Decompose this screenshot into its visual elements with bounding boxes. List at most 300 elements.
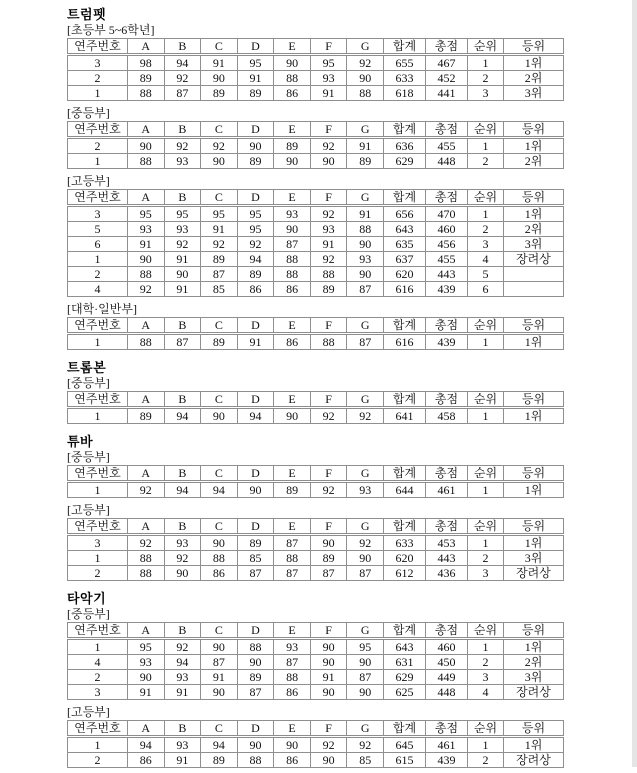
score-cell: 629 [384, 670, 426, 685]
column-header: F [310, 623, 347, 639]
score-cell: 3위 [503, 551, 563, 566]
score-cell: 450 [426, 655, 468, 670]
score-table-body [68, 737, 564, 768]
score-cell: 90 [347, 655, 384, 670]
score-cell: 3위 [503, 86, 563, 101]
score-table [67, 189, 564, 297]
division-group [67, 503, 564, 581]
column-header: 순위 [467, 39, 503, 55]
score-cell: 95 [127, 206, 164, 222]
score-table-head [68, 122, 564, 138]
header-row [68, 318, 564, 334]
score-cell: 91 [164, 282, 201, 297]
score-cell: 91 [201, 55, 238, 71]
column-header: 등위 [503, 122, 563, 138]
score-cell: 2 [467, 655, 503, 670]
column-header: 순위 [467, 392, 503, 408]
score-cell: 443 [426, 551, 468, 566]
score-cell: 620 [384, 267, 426, 282]
score-cell: 2 [68, 566, 128, 581]
score-cell: 439 [426, 282, 468, 297]
score-cell: 87 [310, 566, 347, 581]
column-header: 합계 [384, 190, 426, 206]
score-cell: 95 [237, 55, 274, 71]
column-header: F [310, 721, 347, 737]
score-row [68, 408, 564, 424]
column-header: B [164, 122, 201, 138]
score-cell: 448 [426, 685, 468, 700]
score-cell: 2 [68, 71, 128, 86]
header-row [68, 623, 564, 639]
score-cell: 90 [310, 154, 347, 169]
score-cell: 1위 [503, 138, 563, 154]
score-cell: 629 [384, 154, 426, 169]
score-cell: 92 [310, 482, 347, 498]
score-table-body [68, 334, 564, 350]
score-row [68, 267, 564, 282]
score-cell: 6 [68, 237, 128, 252]
score-cell: 86 [274, 753, 311, 768]
score-cell: 5 [467, 267, 503, 282]
column-header: 총점 [426, 623, 468, 639]
score-cell: 87 [237, 685, 274, 700]
column-header: 순위 [467, 318, 503, 334]
score-row [68, 222, 564, 237]
column-header: A [127, 122, 164, 138]
score-cell: 3 [68, 55, 128, 71]
score-cell: 460 [426, 639, 468, 655]
score-cell: 98 [127, 55, 164, 71]
score-cell: 1 [467, 737, 503, 753]
score-table [67, 317, 564, 350]
score-cell [503, 267, 563, 282]
column-header: G [347, 190, 384, 206]
score-cell: 2위 [503, 222, 563, 237]
column-header: 합계 [384, 392, 426, 408]
score-cell: 89 [274, 482, 311, 498]
column-header: D [237, 392, 274, 408]
score-cell: 3 [467, 670, 503, 685]
score-cell: 85 [237, 551, 274, 566]
score-cell: 1 [467, 535, 503, 551]
column-header: B [164, 721, 201, 737]
score-cell: 89 [127, 71, 164, 86]
column-header: D [237, 519, 274, 535]
score-cell: 89 [237, 267, 274, 282]
column-header: 등위 [503, 392, 563, 408]
score-cell: 91 [127, 685, 164, 700]
score-cell: 2 [68, 267, 128, 282]
column-header: D [237, 318, 274, 334]
score-table [67, 622, 564, 700]
score-cell: 90 [127, 138, 164, 154]
score-cell: 92 [164, 639, 201, 655]
column-header: B [164, 318, 201, 334]
score-cell: 장려상 [503, 252, 563, 267]
score-cell: 93 [347, 252, 384, 267]
score-row [68, 252, 564, 267]
score-cell: 439 [426, 753, 468, 768]
division-group [67, 376, 564, 424]
score-cell: 1 [467, 482, 503, 498]
column-header: F [310, 39, 347, 55]
score-cell: 644 [384, 482, 426, 498]
column-header: G [347, 466, 384, 482]
score-cell: 87 [274, 535, 311, 551]
column-header: 등위 [503, 39, 563, 55]
score-cell: 92 [347, 55, 384, 71]
score-cell: 461 [426, 482, 468, 498]
score-cell: 88 [127, 551, 164, 566]
score-cell: 93 [164, 737, 201, 753]
score-cell [503, 282, 563, 297]
score-cell: 95 [201, 206, 238, 222]
header-row [68, 466, 564, 482]
column-header: C [201, 466, 238, 482]
score-cell: 2위 [503, 71, 563, 86]
column-header: A [127, 190, 164, 206]
score-cell: 3위 [503, 237, 563, 252]
column-header: F [310, 519, 347, 535]
score-cell: 1 [68, 154, 128, 169]
column-header: E [274, 519, 311, 535]
column-header: D [237, 39, 274, 55]
column-header: D [237, 466, 274, 482]
column-header: 합계 [384, 318, 426, 334]
score-cell: 90 [164, 566, 201, 581]
score-cell: 1 [68, 551, 128, 566]
score-cell: 456 [426, 237, 468, 252]
score-cell: 2 [68, 753, 128, 768]
score-cell: 88 [274, 71, 311, 86]
score-row [68, 670, 564, 685]
score-cell: 88 [127, 267, 164, 282]
score-cell: 633 [384, 71, 426, 86]
score-cell: 1 [467, 138, 503, 154]
score-cell: 655 [384, 55, 426, 71]
column-header: F [310, 318, 347, 334]
score-cell: 95 [310, 55, 347, 71]
score-table-body [68, 408, 564, 424]
score-cell: 88 [274, 551, 311, 566]
score-cell: 612 [384, 566, 426, 581]
score-cell: 93 [310, 71, 347, 86]
score-cell: 92 [310, 138, 347, 154]
score-cell: 88 [237, 753, 274, 768]
score-cell: 90 [310, 535, 347, 551]
instrument-title: 타악기 [67, 591, 107, 606]
score-cell: 91 [237, 334, 274, 350]
score-cell: 88 [127, 154, 164, 169]
score-cell: 1 [68, 86, 128, 101]
column-header: 등위 [503, 623, 563, 639]
score-table-head [68, 392, 564, 408]
score-cell: 90 [274, 55, 311, 71]
score-cell: 460 [426, 222, 468, 237]
score-cell: 88 [274, 670, 311, 685]
score-cell: 90 [201, 685, 238, 700]
column-header: 합계 [384, 39, 426, 55]
score-table [67, 391, 564, 424]
score-row [68, 551, 564, 566]
score-cell: 1 [68, 639, 128, 655]
division-label: [고등부] [67, 705, 110, 719]
column-header: 순위 [467, 466, 503, 482]
score-cell: 625 [384, 685, 426, 700]
score-cell: 1위 [503, 639, 563, 655]
score-cell: 2위 [503, 154, 563, 169]
score-row [68, 138, 564, 154]
document-page [67, 8, 564, 773]
column-header: 연주번호 [68, 190, 128, 206]
score-cell: 90 [164, 267, 201, 282]
score-cell: 4 [68, 282, 128, 297]
score-cell: 1위 [503, 408, 563, 424]
score-cell: 90 [274, 154, 311, 169]
score-table [67, 121, 564, 169]
score-cell: 93 [164, 535, 201, 551]
score-cell: 91 [127, 237, 164, 252]
column-header: B [164, 39, 201, 55]
score-cell: 93 [164, 154, 201, 169]
score-cell: 90 [274, 408, 311, 424]
score-cell: 93 [164, 222, 201, 237]
score-cell: 90 [274, 737, 311, 753]
score-row [68, 655, 564, 670]
score-cell: 89 [237, 670, 274, 685]
column-header: 합계 [384, 122, 426, 138]
score-cell: 1 [68, 252, 128, 267]
score-table-body [68, 482, 564, 498]
score-cell: 87 [347, 282, 384, 297]
score-row [68, 86, 564, 101]
score-cell: 90 [237, 737, 274, 753]
score-cell: 89 [310, 551, 347, 566]
score-cell: 3위 [503, 670, 563, 685]
column-header: B [164, 190, 201, 206]
score-cell: 93 [274, 639, 311, 655]
score-cell: 93 [310, 222, 347, 237]
score-cell: 91 [201, 222, 238, 237]
column-header: 총점 [426, 39, 468, 55]
score-cell: 90 [201, 408, 238, 424]
score-cell: 89 [347, 154, 384, 169]
header-row [68, 392, 564, 408]
column-header: E [274, 623, 311, 639]
column-header: B [164, 466, 201, 482]
score-cell: 1 [467, 206, 503, 222]
score-table-head [68, 623, 564, 639]
instrument-title: 트럼펫 [67, 7, 107, 22]
score-row [68, 535, 564, 551]
column-header: G [347, 519, 384, 535]
score-cell: 90 [201, 639, 238, 655]
division-label: [고등부] [67, 174, 110, 188]
column-header: G [347, 318, 384, 334]
score-cell: 1위 [503, 535, 563, 551]
score-cell: 90 [347, 267, 384, 282]
score-cell: 92 [201, 138, 238, 154]
score-cell: 1위 [503, 55, 563, 71]
score-row [68, 566, 564, 581]
column-header: 총점 [426, 466, 468, 482]
column-header: C [201, 623, 238, 639]
instrument-title: 트롬본 [67, 360, 107, 375]
score-cell: 441 [426, 86, 468, 101]
score-cell: 87 [347, 670, 384, 685]
score-cell: 90 [347, 237, 384, 252]
score-cell: 86 [274, 86, 311, 101]
column-header: 연주번호 [68, 721, 128, 737]
score-table-head [68, 721, 564, 737]
score-cell: 2 [467, 222, 503, 237]
score-cell: 1위 [503, 206, 563, 222]
column-header: 연주번호 [68, 39, 128, 55]
instrument-title: 튜바 [67, 434, 94, 449]
score-row [68, 154, 564, 169]
score-cell: 86 [201, 566, 238, 581]
score-table-body [68, 639, 564, 700]
column-header: 연주번호 [68, 392, 128, 408]
score-cell: 88 [310, 334, 347, 350]
division-group [67, 705, 564, 768]
score-cell: 88 [347, 222, 384, 237]
header-row [68, 519, 564, 535]
column-header: G [347, 623, 384, 639]
column-header: 합계 [384, 519, 426, 535]
score-cell: 89 [310, 282, 347, 297]
score-cell: 616 [384, 334, 426, 350]
score-row [68, 55, 564, 71]
score-cell: 90 [237, 655, 274, 670]
column-header: 등위 [503, 519, 563, 535]
column-header: C [201, 721, 238, 737]
score-cell: 2 [467, 551, 503, 566]
score-cell: 92 [164, 71, 201, 86]
score-cell: 631 [384, 655, 426, 670]
score-cell: 91 [164, 753, 201, 768]
column-header: G [347, 122, 384, 138]
page-right-edge [632, 0, 637, 767]
column-header: B [164, 392, 201, 408]
score-cell: 94 [237, 408, 274, 424]
instrument-section [67, 435, 564, 581]
column-header: C [201, 519, 238, 535]
division-label: [중등부] [67, 106, 110, 120]
column-header: D [237, 623, 274, 639]
score-cell: 1 [68, 334, 128, 350]
column-header: G [347, 721, 384, 737]
score-cell: 87 [164, 86, 201, 101]
score-cell: 635 [384, 237, 426, 252]
score-cell: 88 [274, 267, 311, 282]
score-cell: 89 [237, 86, 274, 101]
score-cell: 92 [164, 237, 201, 252]
score-cell: 95 [347, 639, 384, 655]
header-row [68, 39, 564, 55]
score-cell: 92 [127, 482, 164, 498]
score-row [68, 639, 564, 655]
score-cell: 2위 [503, 655, 563, 670]
score-cell: 92 [347, 535, 384, 551]
column-header: E [274, 122, 311, 138]
score-cell: 95 [164, 206, 201, 222]
score-cell: 94 [164, 408, 201, 424]
column-header: C [201, 190, 238, 206]
column-header: A [127, 466, 164, 482]
score-cell: 90 [201, 71, 238, 86]
score-table [67, 465, 564, 498]
score-cell: 1위 [503, 482, 563, 498]
score-row [68, 206, 564, 222]
score-cell: 88 [127, 566, 164, 581]
score-cell: 443 [426, 267, 468, 282]
division-label: [고등부] [67, 503, 110, 517]
score-cell: 3 [68, 206, 128, 222]
score-cell: 4 [467, 685, 503, 700]
score-cell: 1위 [503, 334, 563, 350]
score-cell: 93 [274, 206, 311, 222]
score-table-body [68, 55, 564, 101]
column-header: F [310, 122, 347, 138]
column-header: 연주번호 [68, 466, 128, 482]
score-cell: 89 [127, 408, 164, 424]
score-cell: 94 [201, 737, 238, 753]
division-group [67, 302, 564, 350]
score-cell: 436 [426, 566, 468, 581]
score-cell: 90 [347, 551, 384, 566]
score-table [67, 38, 564, 101]
score-cell: 90 [310, 685, 347, 700]
score-cell: 1 [467, 55, 503, 71]
column-header: A [127, 623, 164, 639]
instrument-section [67, 592, 564, 768]
score-cell: 91 [310, 670, 347, 685]
score-cell: 1 [68, 408, 128, 424]
column-header: F [310, 190, 347, 206]
score-cell: 643 [384, 639, 426, 655]
header-row [68, 190, 564, 206]
column-header: 합계 [384, 721, 426, 737]
score-cell: 1위 [503, 737, 563, 753]
score-cell: 467 [426, 55, 468, 71]
score-cell: 88 [347, 86, 384, 101]
score-table-head [68, 519, 564, 535]
column-header: 연주번호 [68, 623, 128, 639]
score-cell: 91 [201, 670, 238, 685]
score-cell: 2 [467, 71, 503, 86]
column-header: 연주번호 [68, 519, 128, 535]
score-cell: 3 [68, 535, 128, 551]
score-cell: 94 [201, 482, 238, 498]
score-cell: 90 [347, 71, 384, 86]
header-row [68, 721, 564, 737]
score-cell: 89 [201, 753, 238, 768]
column-header: 등위 [503, 318, 563, 334]
division-label: [중등부] [67, 607, 110, 621]
score-cell: 92 [347, 408, 384, 424]
score-cell: 641 [384, 408, 426, 424]
column-header: 순위 [467, 122, 503, 138]
score-cell: 85 [347, 753, 384, 768]
score-cell: 4 [467, 252, 503, 267]
score-cell: 92 [237, 237, 274, 252]
column-header: D [237, 122, 274, 138]
score-cell: 452 [426, 71, 468, 86]
score-cell: 93 [127, 222, 164, 237]
column-header: C [201, 122, 238, 138]
score-cell: 86 [274, 282, 311, 297]
